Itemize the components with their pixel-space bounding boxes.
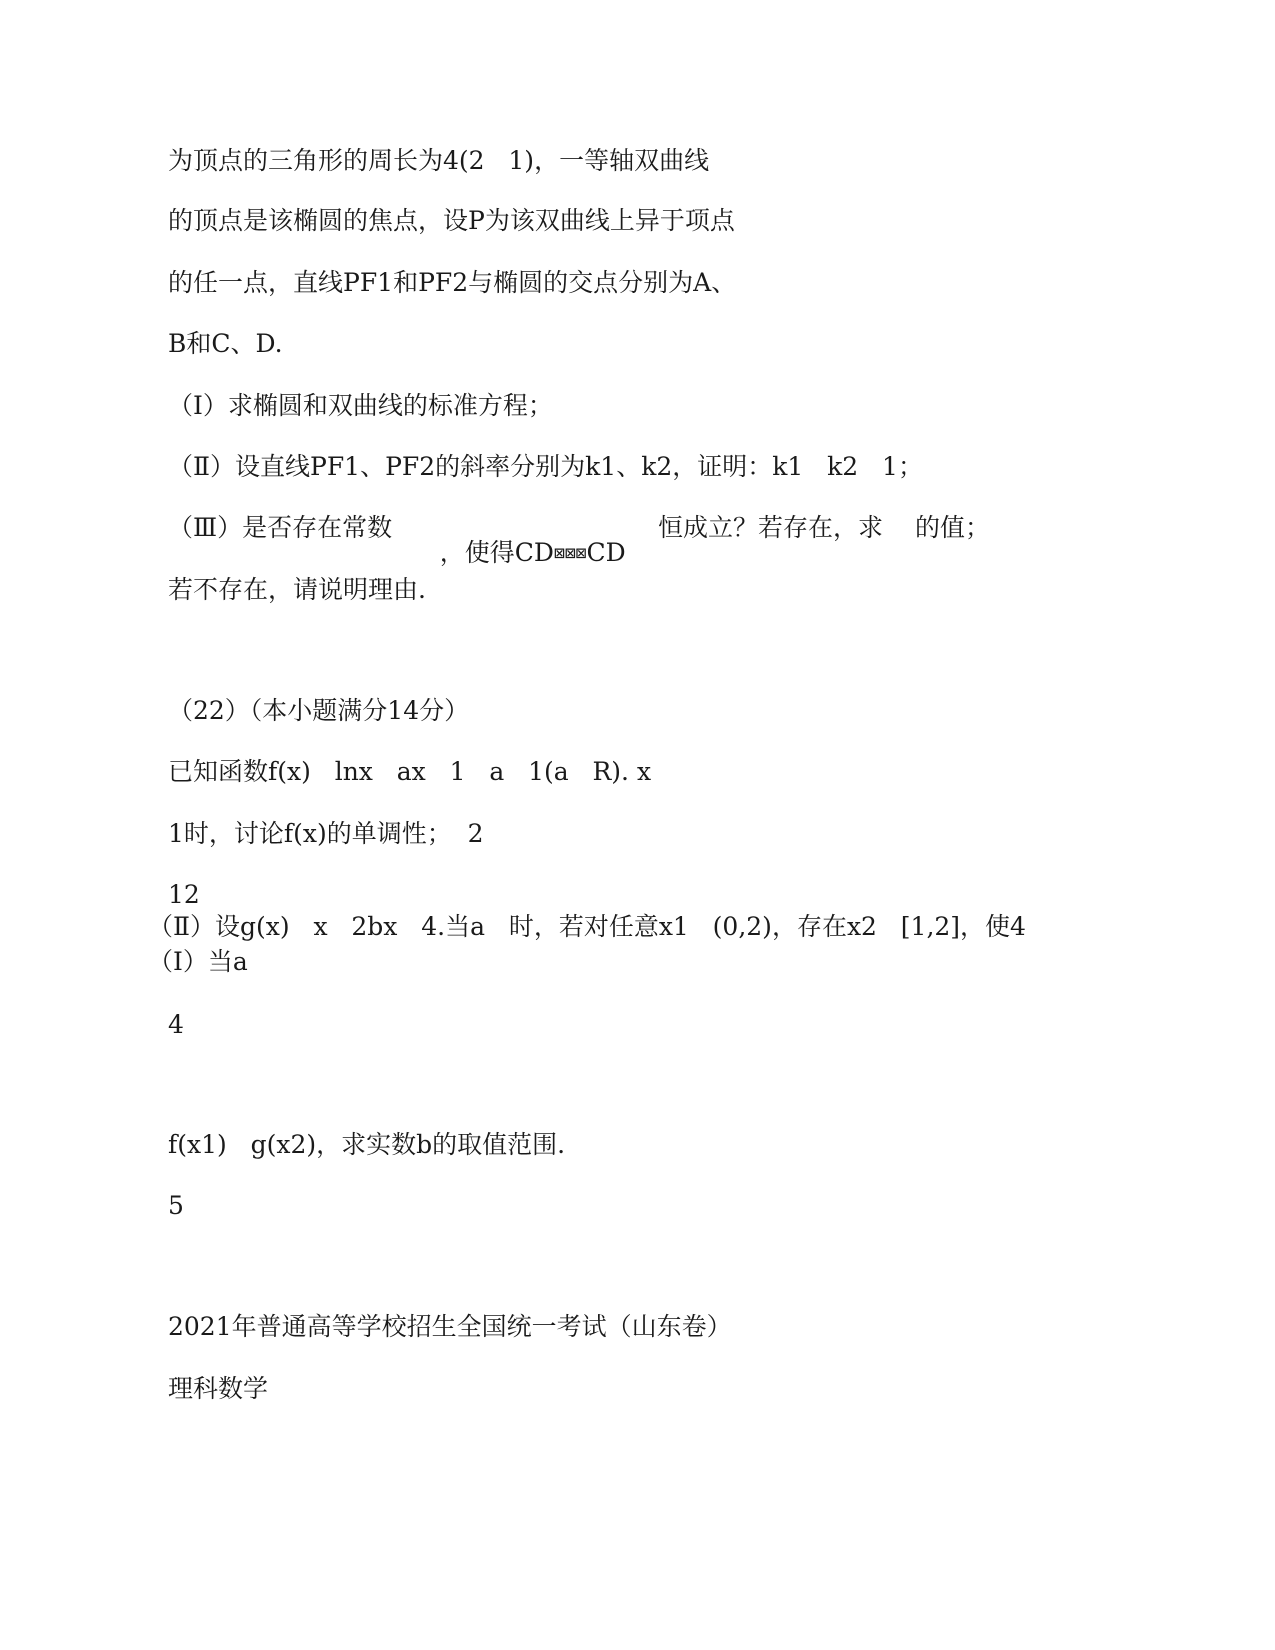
missing-glyph-icon: ⊠⊠⊠ <box>553 543 587 564</box>
question-part-3-start: （Ⅲ）是否存在常数 <box>168 513 393 542</box>
part-2-condition: （Ⅱ）设g(x) x 2bx 4.当a 时，若对任意x1 (0,2)，存在x2 [1,2]，使4 <box>148 912 1026 941</box>
text-line-4: B和C、D. <box>168 329 283 358</box>
part-1-label: （Ⅰ）当a <box>148 947 248 976</box>
text-line-8: 若不存在，请说明理由. <box>168 575 426 604</box>
exam-subject: 理科数学 <box>168 1374 269 1403</box>
question-22-heading: （22）（本小题满分14分） <box>168 696 470 725</box>
question-part-3-condition: 恒成立？若存在，求 <box>658 513 884 542</box>
part-1-task: 1时，讨论f(x)的单调性； 2 <box>168 819 484 848</box>
question-part-3-text-a: ，使得CD <box>439 538 554 567</box>
question-part-3-text-b: CD <box>586 538 626 567</box>
question-part-1: （Ⅰ）求椭圆和双曲线的标准方程； <box>168 391 553 420</box>
exam-title: 2021年普通高等学校招生全国统一考试（山东卷） <box>168 1312 732 1341</box>
question-part-3-mid <box>408 515 626 590</box>
part-2-task: f(x1) g(x2)，求实数b的取值范围. <box>168 1130 566 1159</box>
question-part-3-end: 的值； <box>915 513 991 542</box>
text-line-3: 的任一点，直线PF1和PF2与椭圆的交点分别为A、 <box>168 268 737 297</box>
fragment-5: 5 <box>168 1191 184 1220</box>
fragment-4: 4 <box>168 1010 184 1039</box>
text-line-1: 为顶点的三角形的周长为4(2 1)，一等轴双曲线 <box>168 146 710 175</box>
function-definition: 已知函数f(x) lnx ax 1 a 1(a R). x <box>168 757 652 786</box>
fragment-12: 12 <box>168 880 200 909</box>
question-part-2: （Ⅱ）设直线PF1、PF2的斜率分别为k1、k2，证明：k1 k2 1； <box>168 452 923 481</box>
text-line-2: 的顶点是该椭圆的焦点，设P为该双曲线上异于项点 <box>168 206 735 235</box>
